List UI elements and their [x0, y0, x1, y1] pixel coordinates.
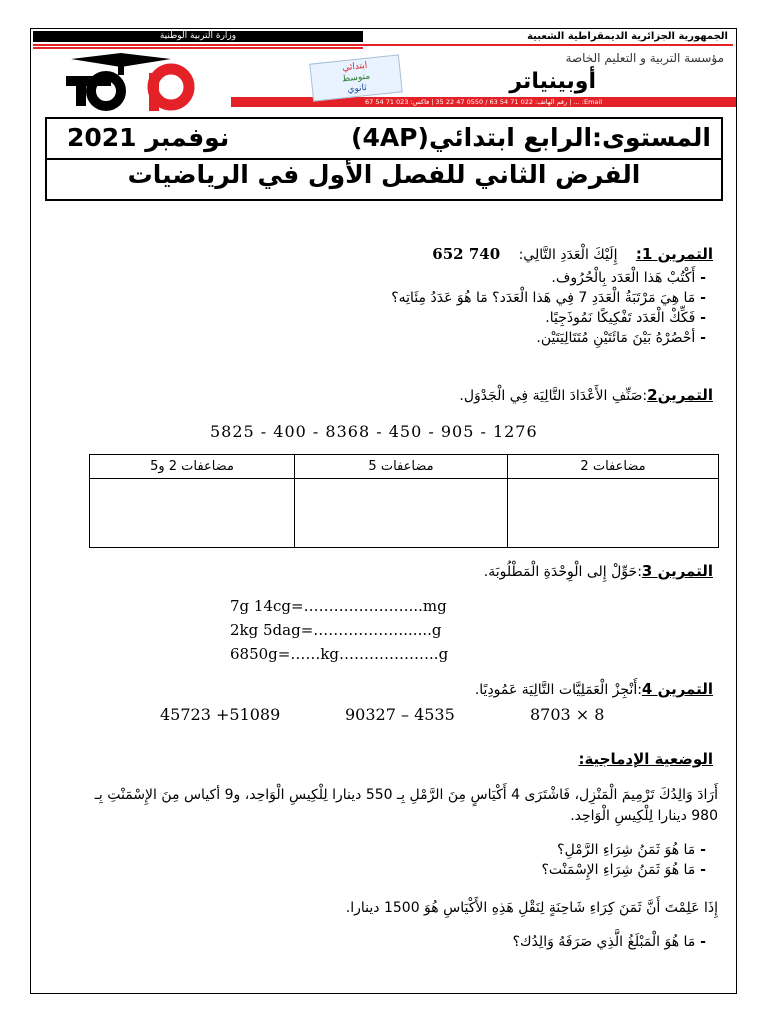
table-cell[interactable]	[295, 479, 508, 548]
ex4-title: التمرين 4	[641, 680, 713, 698]
table-header: مضاعفات 5	[295, 455, 508, 479]
ex2-title: التمرين2	[647, 386, 713, 404]
list-item: - أحْصُرْهُ بَيْنَ مَائَتَيْنِ مُتَتَالِيَتَيْن.	[391, 328, 706, 348]
grade-level: المستوى:الرابع ابتدائي(4AP)	[351, 123, 711, 152]
situation-question-3	[513, 932, 706, 952]
operation: 45723 +51089	[160, 705, 281, 724]
situation-title: الوضعية الإدماجية:	[578, 750, 713, 768]
ex1-number: 740 652	[432, 245, 501, 263]
ex1-title: التمرين 1:	[635, 245, 713, 263]
table-header: مضاعفات 2 و5	[90, 455, 295, 479]
ex3-header	[484, 562, 713, 580]
conversion-line: 7g 14cg=…………………...mg	[230, 597, 447, 615]
ex1-items	[391, 268, 706, 348]
logo-icon	[51, 51, 221, 111]
brand-name: أوبينياتر	[509, 69, 596, 94]
header-divider	[33, 44, 733, 46]
table-cell[interactable]	[508, 479, 719, 548]
list-item: - أَكْتُبْ هَذا الْعَدَد بِالْحُرُوف.	[391, 268, 706, 288]
header	[31, 29, 736, 115]
ex2-numbers: 5825 - 400 - 8368 - 450 - 905 - 1276	[210, 422, 538, 441]
situation-text-2: إِذَا عَلِمْتَ أَنَّ ثَمَنَ كِرَاءِ شَاحِنَةٍ لِنَقْلِ هَذِهِ الأَكْيَاسِ هُوَ 1500 دينارا.	[345, 900, 718, 916]
ministry-bar: وزارة التربية الوطنية	[33, 31, 363, 42]
operation: 8703 × 8	[530, 705, 605, 724]
title-box	[45, 117, 723, 201]
ex4-prompt: :أَنْجِزْ الْعَمَلِيَّات التَّالِيَة عَمُودِيًا.	[474, 682, 642, 698]
contact-strip: Email: ... | رقم الهاتف: 022 71 54 63 / 0550 47 22 35 | فاكس: 023 71 54 67	[231, 97, 736, 107]
levels-badge: ابتدائي متوسط ثانوي	[309, 54, 402, 101]
list-item: - فَكِّكْ الْعَدَد تَفْكِيكًا نَمُوذَجِيًا.	[391, 308, 706, 328]
table-cell[interactable]	[90, 479, 295, 548]
ex3-prompt: :حَوِّلْ إِلى الْوِحْدَةِ الْمَطْلُوبَة.	[483, 564, 642, 580]
exam-date: نوفمبر 2021	[67, 123, 230, 152]
ex3-title: التمرين 3	[641, 562, 713, 580]
list-item: - مَا هُوَ ثَمَنُ شِرَاءِ الإِسْمَنْت؟	[541, 860, 706, 880]
institution-name: مؤسسة التربية و التعليم الخاصة	[565, 51, 724, 65]
republic-name: الجمهورية الجزائرية الديمقراطية الشعبية	[527, 31, 728, 42]
title-row-1	[47, 119, 721, 160]
list-item: - مَا هُوَ الْمَبْلَغُ الَّذِي صَرَفَهُ وَالِدُك؟	[513, 932, 706, 952]
ex1-header	[432, 245, 713, 263]
conversion-line: 6850g=……kg………………..g	[230, 645, 449, 663]
ex1-prompt: إِلَيْكَ الْعَدَدِ التَّالِي:	[518, 247, 618, 263]
conversion-line: 2kg 5dag=………………......g	[230, 621, 442, 639]
table-header: مضاعفات 2	[508, 455, 719, 479]
ex4-header	[475, 680, 713, 698]
situation-questions	[541, 840, 706, 880]
ex2-header	[459, 386, 713, 404]
list-item: - مَا هِيَ مَرْتَبَةُ الْعَدَدِ 7 فِي هَذا الْعَدَد؟ مَا هُوَ عَدَدُ مِئَاتِه؟	[391, 288, 706, 308]
ex2-prompt: :صَنِّفِ الأَعْدَادَ التَّالِيَة فِي الْجَدْوَل.	[459, 388, 648, 404]
situation-header	[578, 750, 713, 768]
exam-title: الفرض الثاني للفصل الأول في الرياضيات	[127, 160, 641, 189]
situation-text: أَرَادَ وَالِدُكَ تَرْمِيمَ الْمَنْزِل، فَاشْتَرَى 4 أَكْيَاسٍ مِنَ الرَّمْلِ بِـ 550 دينارا لِلْكِيسِ الْوَاحِد، و9 أكياس مِنَ الإِسْمَنْتِ بِـ 980 دينارا لِلْكِيسِ الْوَاحِد.	[94, 787, 718, 824]
header-divider-2	[33, 47, 363, 49]
classification-table	[89, 454, 719, 548]
list-item: - مَا هُوَ ثَمَنُ شِرَاءِ الرَّمْلِ؟	[541, 840, 706, 860]
operation: 90327 – 4535	[345, 705, 455, 724]
